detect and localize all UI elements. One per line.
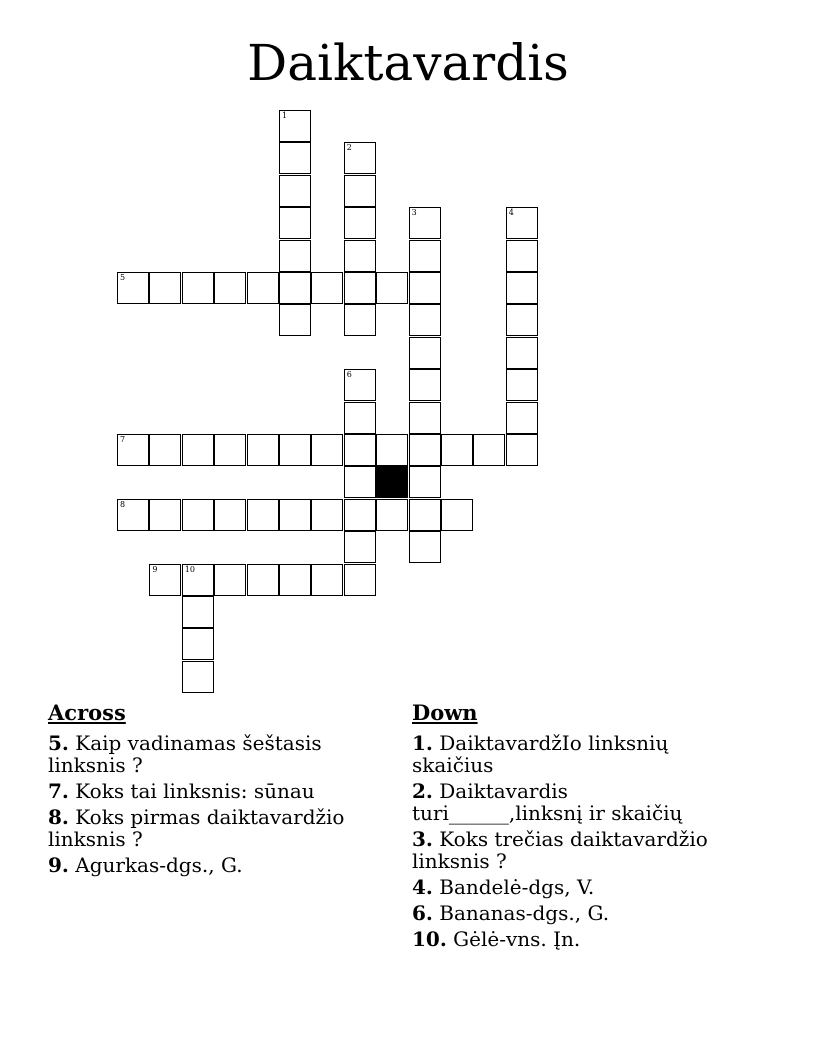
- grid-cell[interactable]: [441, 499, 473, 531]
- grid-cell[interactable]: [344, 369, 376, 401]
- grid-cell[interactable]: [506, 207, 538, 239]
- grid-cell[interactable]: [506, 240, 538, 272]
- grid-cell[interactable]: [182, 499, 214, 531]
- grid-cell[interactable]: [344, 499, 376, 531]
- grid-cell[interactable]: [214, 564, 246, 596]
- clue-text: Koks pirmas daiktavardžio linksnis ?: [48, 805, 345, 851]
- down-heading: Down: [412, 700, 478, 725]
- grid-cell[interactable]: [279, 207, 311, 239]
- down-clue: [412, 902, 732, 924]
- clue-number-label: 9.: [48, 853, 69, 877]
- grid-cell[interactable]: [311, 434, 343, 466]
- clue-number: 3: [411, 208, 417, 218]
- grid-cell[interactable]: [279, 304, 311, 336]
- grid-cell[interactable]: [279, 142, 311, 174]
- down-clue-list: [412, 732, 732, 950]
- grid-cell[interactable]: [182, 661, 214, 693]
- grid-cell[interactable]: [506, 304, 538, 336]
- grid-cell[interactable]: [409, 531, 441, 563]
- clue-number-label: 4.: [412, 875, 433, 899]
- grid-cell[interactable]: [473, 434, 505, 466]
- grid-cell[interactable]: [344, 564, 376, 596]
- grid-cell[interactable]: [344, 304, 376, 336]
- grid-cell[interactable]: [409, 272, 441, 304]
- grid-cell[interactable]: [506, 369, 538, 401]
- grid-cell[interactable]: [279, 272, 311, 304]
- clue-number-label: 3.: [412, 827, 433, 851]
- grid-cell[interactable]: [182, 434, 214, 466]
- clue-number: 1: [282, 111, 288, 120]
- clue-number-label: 7.: [48, 779, 69, 803]
- grid-cell[interactable]: [506, 402, 538, 434]
- grid-cell[interactable]: [279, 110, 311, 142]
- down-clue: [412, 928, 732, 950]
- grid-cell[interactable]: [376, 272, 408, 304]
- clue-number: 10: [184, 564, 195, 574]
- grid-cell[interactable]: [149, 272, 181, 304]
- grid-cell[interactable]: [441, 434, 473, 466]
- across-heading: Across: [48, 700, 126, 725]
- grid-cell[interactable]: [311, 272, 343, 304]
- grid-cell[interactable]: [409, 466, 441, 498]
- clue-number-label: 8.: [48, 805, 69, 829]
- grid-cell[interactable]: [247, 434, 279, 466]
- clue-text: Bandelė-dgs, V.: [432, 875, 595, 899]
- grid-cell[interactable]: [376, 434, 408, 466]
- clue-text: DaiktavardžIo linksnių skaičius: [412, 731, 669, 777]
- grid-cell[interactable]: [409, 207, 441, 239]
- grid-cell[interactable]: [409, 434, 441, 466]
- grid-cell[interactable]: [247, 499, 279, 531]
- page-title: Daiktavardis: [247, 34, 569, 92]
- grid-cell[interactable]: [149, 434, 181, 466]
- grid-cell[interactable]: [344, 531, 376, 563]
- grid-cell[interactable]: [117, 272, 149, 304]
- grid-cell[interactable]: [279, 175, 311, 207]
- clue-text: Agurkas-dgs., G.: [68, 853, 243, 877]
- grid-cell[interactable]: [409, 337, 441, 369]
- grid-cell[interactable]: [149, 564, 181, 596]
- grid-cell[interactable]: [117, 434, 149, 466]
- clue-number-label: 2.: [412, 779, 433, 803]
- grid-cell[interactable]: [409, 304, 441, 336]
- clue-number-label: 10.: [412, 927, 447, 951]
- across-clue: [48, 806, 368, 850]
- across-clue: [48, 854, 368, 876]
- grid-cell[interactable]: [214, 499, 246, 531]
- down-clues: [412, 700, 732, 954]
- grid-cell[interactable]: [247, 564, 279, 596]
- black-square: [376, 466, 408, 498]
- grid-cell[interactable]: [279, 240, 311, 272]
- across-clues: [48, 700, 368, 880]
- grid-cell[interactable]: [311, 564, 343, 596]
- grid-cell[interactable]: [279, 564, 311, 596]
- clue-text: Gėlė-vns. Įn.: [446, 927, 581, 951]
- grid-cell[interactable]: [376, 499, 408, 531]
- clue-number-label: 5.: [48, 731, 69, 755]
- grid-cell[interactable]: [409, 240, 441, 272]
- grid-cell[interactable]: [182, 564, 214, 596]
- down-clue: [412, 876, 732, 898]
- grid-cell[interactable]: [279, 499, 311, 531]
- grid-cell[interactable]: [311, 499, 343, 531]
- grid-cell[interactable]: [344, 240, 376, 272]
- grid-cell[interactable]: [344, 142, 376, 174]
- across-clue: [48, 732, 368, 776]
- clue-text: Bananas-dgs., G.: [432, 901, 610, 925]
- grid-cell[interactable]: [506, 272, 538, 304]
- grid-cell[interactable]: [247, 272, 279, 304]
- grid-cell[interactable]: [182, 272, 214, 304]
- grid-cell[interactable]: [182, 628, 214, 660]
- clue-text: Koks tai linksnis: sūnau: [68, 779, 315, 803]
- clue-text: Koks trečias daiktavardžio linksnis ?: [412, 827, 708, 873]
- grid-cell[interactable]: [149, 499, 181, 531]
- grid-cell[interactable]: [409, 499, 441, 531]
- down-clue: [412, 732, 732, 776]
- grid-cell[interactable]: [344, 434, 376, 466]
- across-clue-list: [48, 732, 368, 876]
- grid-cell[interactable]: [344, 175, 376, 207]
- grid-cell[interactable]: [214, 434, 246, 466]
- grid-cell[interactable]: [409, 402, 441, 434]
- clue-number-label: 6.: [412, 901, 433, 925]
- down-clue: [412, 780, 732, 824]
- grid-cell[interactable]: [409, 369, 441, 401]
- clue-number: 6: [346, 370, 352, 380]
- clue-number: 8: [120, 499, 126, 509]
- down-clue: [412, 828, 732, 872]
- grid-cell[interactable]: [506, 434, 538, 466]
- clue-text: Daiktavardis turi______,linksnį ir skaičių: [412, 779, 683, 825]
- grid-cell[interactable]: [117, 499, 149, 531]
- clue-number: 7: [120, 435, 126, 444]
- clue-number: 2: [346, 143, 352, 153]
- clue-number: 5: [120, 273, 126, 282]
- grid-cell[interactable]: [344, 207, 376, 239]
- grid-cell[interactable]: [279, 434, 311, 466]
- grid-cell[interactable]: [506, 337, 538, 369]
- grid-cell[interactable]: [344, 466, 376, 498]
- clue-text: Kaip vadinamas šeštasis linksnis ?: [48, 731, 322, 777]
- across-clue: [48, 780, 368, 802]
- clue-number: 9: [152, 564, 158, 574]
- grid-cell[interactable]: [344, 402, 376, 434]
- clue-number: 4: [508, 208, 514, 218]
- grid-cell[interactable]: [182, 596, 214, 628]
- clue-number-label: 1.: [412, 731, 433, 755]
- grid-cell[interactable]: [344, 272, 376, 304]
- grid-cell[interactable]: [214, 272, 246, 304]
